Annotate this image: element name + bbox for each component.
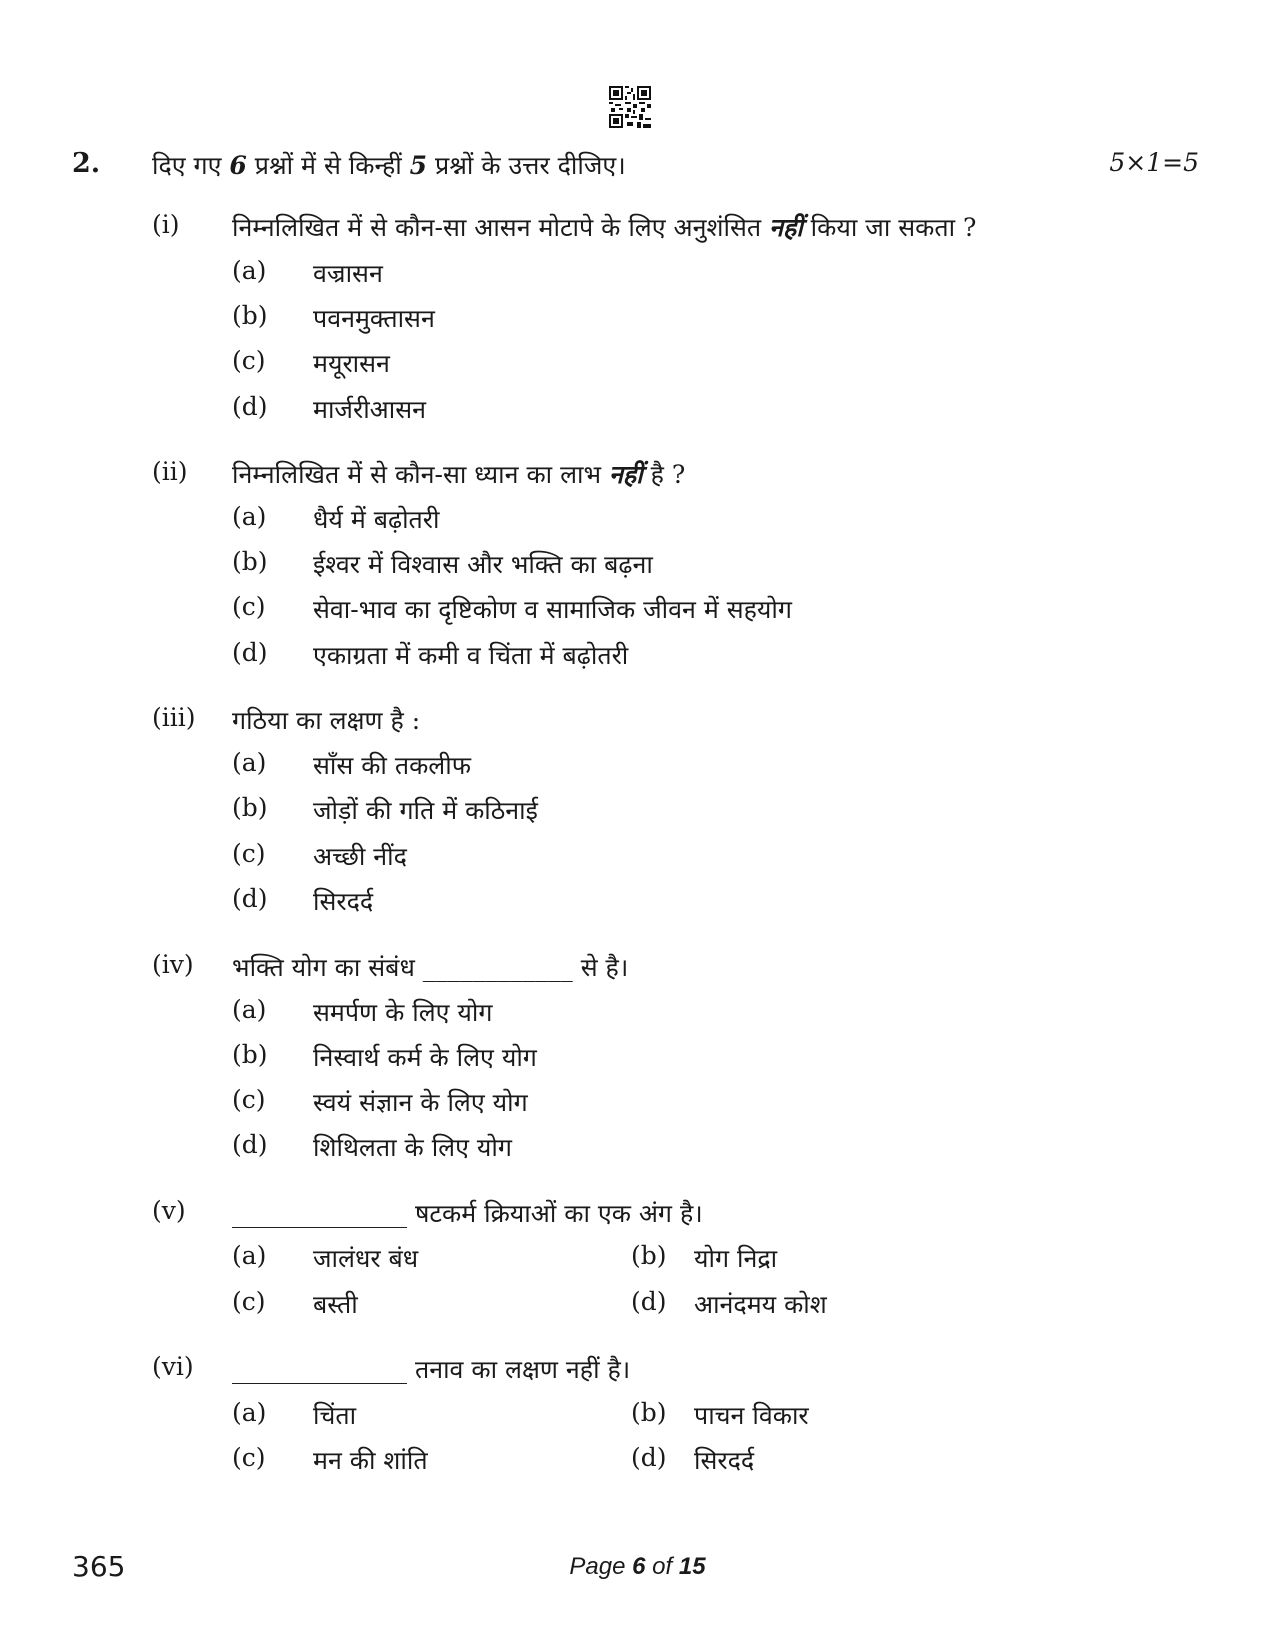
option-label: (d) xyxy=(631,1287,667,1316)
option-text: पवनमुक्तासन xyxy=(313,304,435,333)
option-text: बस्ती xyxy=(313,1290,358,1319)
option-text: पाचन विकार xyxy=(694,1401,809,1430)
option-label: (a) xyxy=(232,748,267,777)
option-text: सिरदर्द xyxy=(694,1446,755,1475)
option-text: मार्जरीआसन xyxy=(313,395,427,424)
instruction-total-count: 6 xyxy=(229,151,247,180)
option-text: साँस की तकलीफ xyxy=(313,751,471,780)
instruction-text-mid: प्रश्नों में से किन्हीं xyxy=(246,151,410,180)
subquestion-text: भक्ति योग का संबंध ____________ से है। xyxy=(232,953,629,982)
option-text: चिंता xyxy=(313,1401,357,1430)
subquestion-text xyxy=(232,210,976,244)
subquestion-number: (v) xyxy=(152,1196,186,1225)
option-text: धैर्य में बढ़ोतरी xyxy=(313,505,440,534)
question-instruction xyxy=(152,148,626,182)
option-label: (d) xyxy=(631,1443,667,1472)
question-number: 2. xyxy=(72,148,101,179)
option-text: सिरदर्द xyxy=(313,887,374,916)
option-label: (c) xyxy=(232,592,266,621)
option-label: (a) xyxy=(232,1241,267,1270)
option-text: ईश्वर में विश्वास और भक्ति का बढ़ना xyxy=(313,550,653,579)
option-text: सेवा-भाव का दृष्टिकोण व सामाजिक जीवन में सहयोग xyxy=(313,595,792,624)
option-label: (a) xyxy=(232,502,267,531)
subquestion-number: (i) xyxy=(152,210,180,239)
page-total: 15 xyxy=(678,1553,706,1580)
option-label: (d) xyxy=(232,638,268,667)
option-label: (d) xyxy=(232,1130,268,1159)
subquestion-text-pre: निम्नलिखित में से कौन-सा ध्यान का लाभ xyxy=(232,460,610,489)
option-label: (d) xyxy=(232,392,268,421)
question-marks: 5×1=5 xyxy=(1109,148,1199,177)
subquestion-number: (iii) xyxy=(152,703,196,732)
option-label: (b) xyxy=(631,1398,667,1427)
option-text: जालंधर बंध xyxy=(313,1244,419,1273)
option-label: (a) xyxy=(232,256,267,285)
subquestion-number: (vi) xyxy=(152,1352,194,1381)
option-label: (a) xyxy=(232,995,267,1024)
qr-code-icon xyxy=(609,86,651,128)
paper-code: 365 xyxy=(72,1550,126,1583)
page-number xyxy=(0,1553,1275,1581)
subquestion-text-pre: निम्नलिखित में से कौन-सा आसन मोटापे के लिए अनुशंसित xyxy=(232,213,770,242)
option-text: जोड़ों की गति में कठिनाई xyxy=(313,796,538,825)
subquestion-emphasis: नहीं xyxy=(769,213,803,242)
option-text: स्वयं संज्ञान के लिए योग xyxy=(313,1088,528,1117)
option-text: समर्पण के लिए योग xyxy=(313,998,493,1027)
option-text: मन की शांति xyxy=(313,1446,428,1475)
subquestion-text: गठिया का लक्षण है : xyxy=(232,706,421,735)
option-label: (d) xyxy=(232,884,268,913)
page-current: 6 xyxy=(632,1553,646,1580)
subquestion-text-post: है ? xyxy=(642,460,686,489)
option-label: (c) xyxy=(232,1443,266,1472)
option-text: निस्वार्थ कर्म के लिए योग xyxy=(313,1043,537,1072)
subquestion-text-post: किया जा सकता ? xyxy=(802,213,977,242)
instruction-text-pre: दिए गए xyxy=(152,151,230,180)
subquestion-text: ______________ तनाव का लक्षण नहीं है। xyxy=(232,1355,631,1384)
option-text: वज्रासन xyxy=(313,259,383,288)
option-text: आनंदमय कोश xyxy=(694,1290,827,1319)
option-label: (b) xyxy=(232,1040,268,1069)
option-label: (b) xyxy=(631,1241,667,1270)
instruction-text-post: प्रश्नों के उत्तर दीजिए। xyxy=(427,151,626,180)
subquestion-text: ______________ षटकर्म क्रियाओं का एक अंग है। xyxy=(232,1199,703,1228)
subquestion-emphasis: नहीं xyxy=(609,460,643,489)
option-label: (c) xyxy=(232,1287,266,1316)
option-label: (b) xyxy=(232,793,268,822)
option-label: (c) xyxy=(232,1085,266,1114)
page-of: of xyxy=(645,1553,679,1580)
option-label: (b) xyxy=(232,301,268,330)
option-text: शिथिलता के लिए योग xyxy=(313,1133,512,1162)
option-text: अच्छी नींद xyxy=(313,842,407,871)
option-label: (a) xyxy=(232,1398,267,1427)
option-label: (b) xyxy=(232,547,268,576)
option-text: मयूरासन xyxy=(313,349,390,378)
subquestion-text xyxy=(232,457,685,491)
option-text: एकाग्रता में कमी व चिंता में बढ़ोतरी xyxy=(313,641,629,670)
subquestion-number: (iv) xyxy=(152,950,194,979)
option-label: (c) xyxy=(232,346,266,375)
option-text: योग निद्रा xyxy=(694,1244,778,1273)
page-word: Page xyxy=(569,1553,633,1580)
option-label: (c) xyxy=(232,839,266,868)
instruction-answer-count: 5 xyxy=(409,151,428,180)
subquestion-number: (ii) xyxy=(152,457,188,486)
